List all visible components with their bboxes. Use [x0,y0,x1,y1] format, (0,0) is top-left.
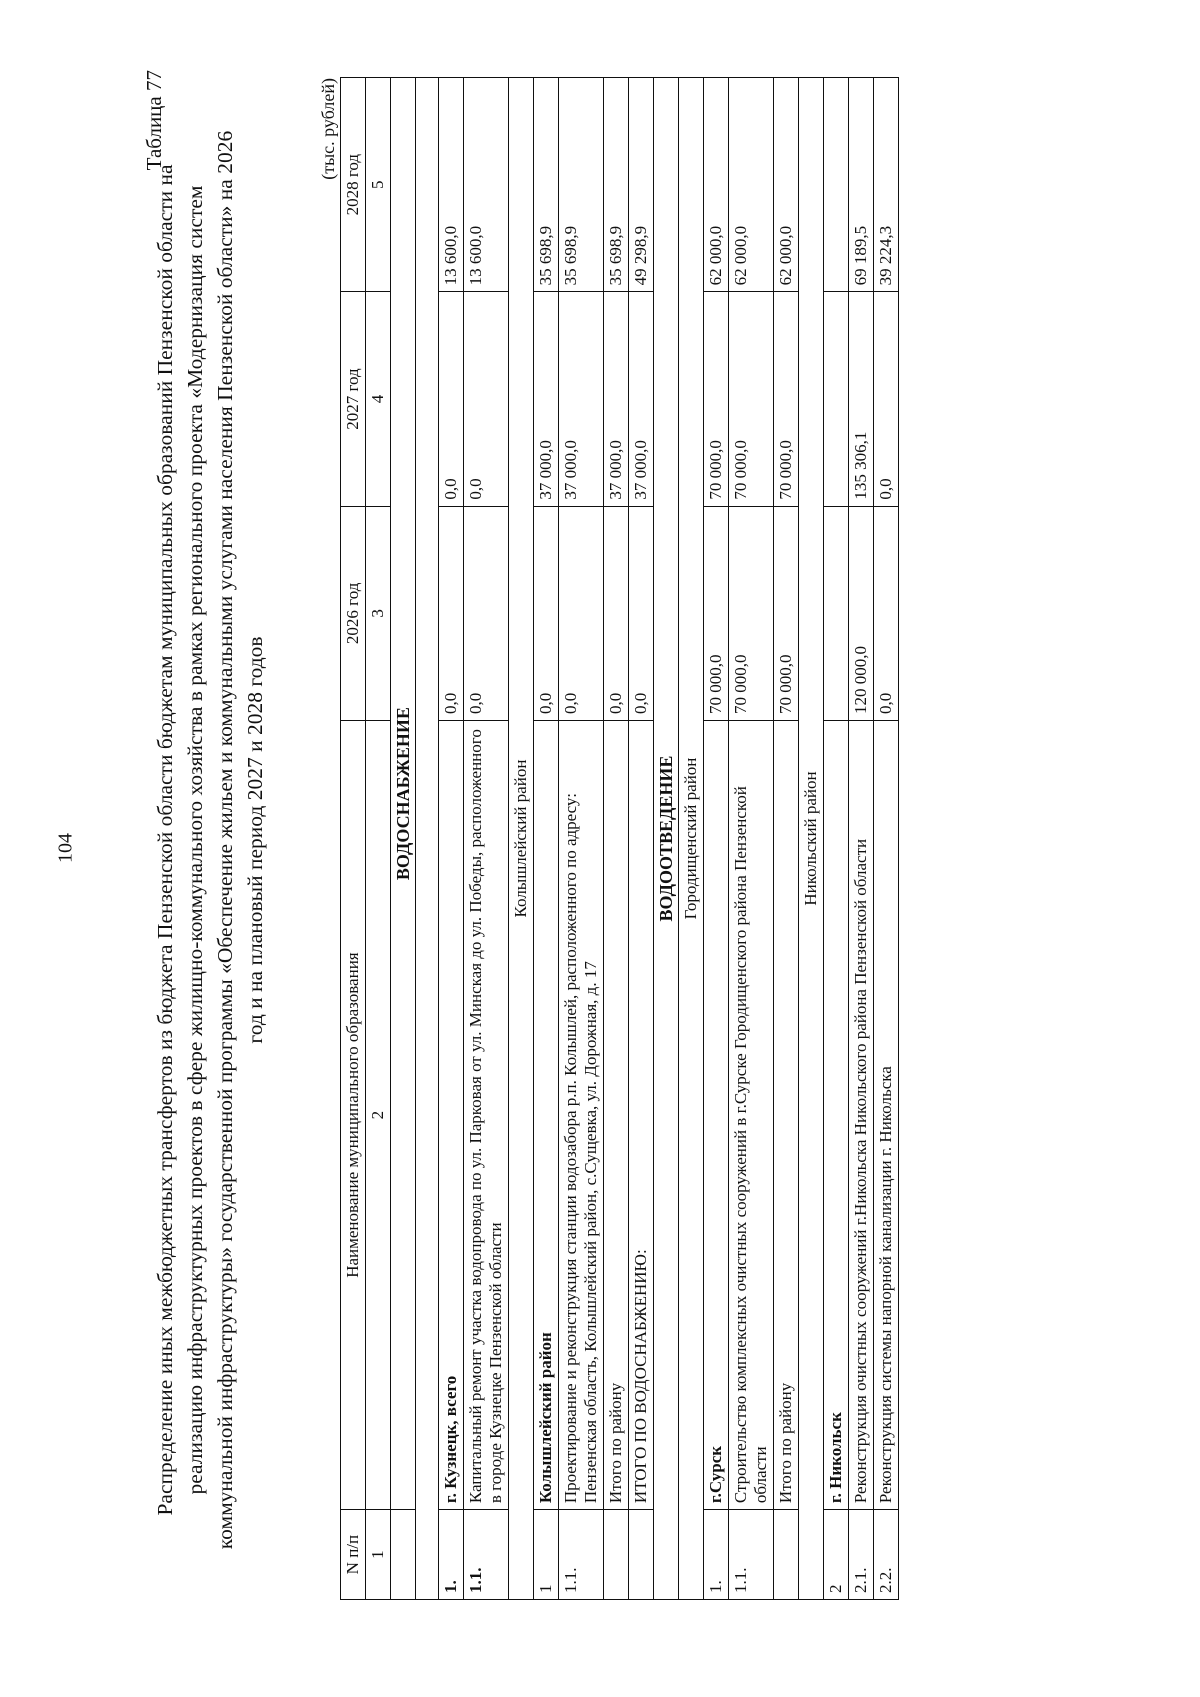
value-2028: 35 698,9 [604,78,629,292]
table-row [774,78,799,1600]
row-name: Проектирование и реконструкция станции водозабора р.п. Колышлей, расположенного по адресу: Пензенская область, Колышлейский район, с.Сущевка, ул. Дорожная, д. 17 [559,720,604,1509]
table-row [439,78,464,1600]
value-2028: 13 600,0 [439,78,464,292]
column-number: 2 [366,720,391,1509]
row-name: Капитальный ремонт участка водопровода по ул. Парковая от ул. Минская до ул. Победы, расположенного в городе Кузнецке Пензенской области [464,720,509,1509]
value-2026: 70 000,0 [774,506,799,720]
row-name: Итого по району [774,720,799,1509]
page-number: 104 [54,833,77,863]
row-name: Колышлейский район [534,720,559,1509]
row-name: ИТОГО ПО ВОДОСНАБЖЕНИЮ: [629,720,654,1509]
value-2026: 0,0 [629,506,654,720]
table-row [559,78,604,1600]
value-2026: 0,0 [534,506,559,720]
value-2026: 0,0 [439,506,464,720]
row-number: 2.2. [874,1510,899,1600]
district-header-row [679,78,704,1600]
row-name: Реконструкция системы напорной канализации г. Никольска [874,720,899,1509]
value-2027: 70 000,0 [704,292,729,506]
row-number: 1 [534,1510,559,1600]
value-2026: 0,0 [604,506,629,720]
district-header-row [799,78,824,1600]
value-2028: 69 189,5 [849,78,874,292]
row-number: 1.1. [559,1510,604,1600]
value-2028: 62 000,0 [774,78,799,292]
value-2027: 70 000,0 [774,292,799,506]
table-row [729,78,774,1600]
row-name: г. Никольск [824,720,849,1509]
row-number: 1.1. [729,1510,774,1600]
header-cell: N п/п [341,1510,366,1600]
value-2027: 37 000,0 [534,292,559,506]
column-number-row [366,78,391,1600]
table-label: Таблица 77 [142,70,166,171]
value-2026: 0,0 [874,506,899,720]
value-2027: 37 000,0 [629,292,654,506]
value-2028: 49 298,9 [629,78,654,292]
district-kolyshley-header: Колышлейский район [509,78,534,1600]
row-number: 1. [704,1510,729,1600]
value-2028: 35 698,9 [559,78,604,292]
header-cell: 2026 год [341,506,366,720]
district-nikolsk-header: Никольский район [799,78,824,1600]
value-2027: 0,0 [439,292,464,506]
rotated-page-content [90,40,1090,1640]
district-header-row [509,78,534,1600]
header-cell: 2028 год [341,78,366,292]
table-row [534,78,559,1600]
value-2026: 0,0 [464,506,509,720]
table-row [629,78,654,1600]
value-2028: 35 698,9 [534,78,559,292]
table-row [604,78,629,1600]
value-2028: 39 224,3 [874,78,899,292]
table-row [874,78,899,1600]
row-number: 1. [439,1510,464,1600]
section-title-sewerage: ВОДООТВЕДЕНИЕ [654,78,679,1600]
header-cell: Наименование муниципального образования [341,720,366,1509]
value-2027: 135 306,1 [849,292,874,506]
value-2028: 13 600,0 [464,78,509,292]
table-row [849,78,874,1600]
row-name: Строительство комплексных очистных сооружений в г.Сурске Городищенского района Пензенской области [729,720,774,1509]
section-row [654,78,679,1600]
transfers-table [340,77,899,1600]
district-gorodishche-header: Городищенский район [679,78,704,1600]
value-2027: 70 000,0 [729,292,774,506]
spacer-row [416,78,439,1600]
value-2026: 120 000,0 [849,506,874,720]
table-row [464,78,509,1600]
value-2027: 37 000,0 [559,292,604,506]
row-name: Итого по району [604,720,629,1509]
row-name: Реконструкция очистных сооружений г.Никольска Никольского района Пензенской области [849,720,874,1509]
document-heading: Распределение иных межбюджетных трансфертов из бюджета Пензенской области бюджетам муниципальных образований Пензенской области на реализацию инфраструктурных проектов в сфере жилищно-коммунального хозяйства в рамках регионального проекта «Модернизация систем коммунальной инфраструктуры» государственной программы «Обеспечение жильем и коммунальными услугами населения Пензенской области» на 2026 год и на плановый период 2027 и 2028 годов [153,130,267,1550]
value-2028: 62 000,0 [729,78,774,292]
row-number: 2.1. [849,1510,874,1600]
value-2027: 0,0 [874,292,899,506]
row-name: г. Кузнецк, всего [439,720,464,1509]
column-number: 4 [366,292,391,506]
section-title-water-supply: ВОДОСНАБЖЕНИЕ [391,78,416,1510]
table-row [824,78,849,1600]
value-2028: 62 000,0 [704,78,729,292]
row-number: 1.1. [464,1510,509,1600]
value-2027: 37 000,0 [604,292,629,506]
value-2027: 0,0 [464,292,509,506]
table-row [704,78,729,1600]
value-2026: 0,0 [559,506,604,720]
column-number: 3 [366,506,391,720]
column-number: 1 [366,1510,391,1600]
column-number: 5 [366,78,391,292]
units-label: (тыс. рублей) [318,78,338,180]
header-row [341,78,366,1600]
row-number: 2 [824,1510,849,1600]
value-2026: 70 000,0 [704,506,729,720]
section-row [391,78,416,1600]
row-name: г.Сурск [704,720,729,1509]
header-cell: 2027 год [341,292,366,506]
value-2026: 70 000,0 [729,506,774,720]
